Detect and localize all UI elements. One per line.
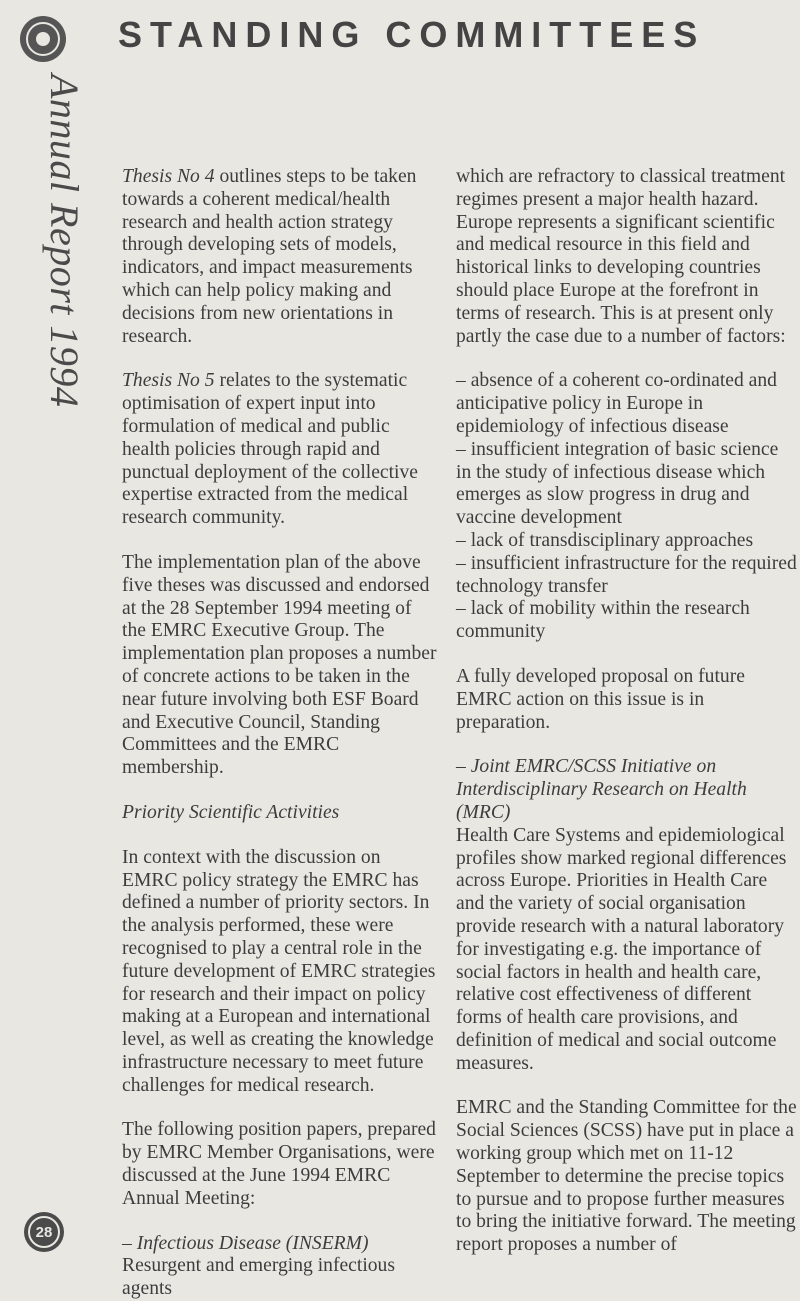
priority-paragraph: In context with the discussion on EMRC policy strategy the EMRC has defined a number of priority sectors. In the analysis performed, these were recognised to play a central role in the future development of EMRC strategies for research and their impact on policy making at a European and international level, as well as creating the knowledge infrastructure necessary to meet future challenges for medical research. — [122, 846, 436, 1096]
logo-ring — [26, 22, 60, 56]
list-item: – lack of mobility within the research community — [456, 598, 750, 643]
thesis-4-text: outlines steps to be taken towards a coherent medical/health research and health action strategy through developing sets of models, indicators, and impact measurements which can help policy making and decisions from new orientations in research. — [122, 166, 417, 347]
implementation-paragraph: The implementation plan of the above five theses was discussed and endorsed at the 28 September 1994 meeting of the EMRC Executive Group. The implementation plan proposes a number of concrete actions to be taken in the near future involving both ESF Board and Executive Council, Standing Committees and the EMRC membership. — [122, 551, 437, 779]
right-column — [456, 166, 798, 1257]
thesis-5-text: relates to the systematic optimisation of expert input into formulation of medical and public health policies through rapid and punctual deployment of the collective expertise extracted from the medical research community. — [122, 370, 418, 529]
factors-list — [456, 370, 798, 644]
list-item: – insufficient infrastructure for the required technology transfer — [456, 552, 797, 597]
position-papers-paragraph: The following position papers, prepared by EMRC Member Organisations, were discussed at the June 1994 EMRC Annual Meeting: — [122, 1119, 436, 1209]
page-header: STANDING COMMITTEES — [118, 14, 706, 55]
joint-initiative-subheading: – Joint EMRC/SCSS Initiative on Interdisciplinary Research on Health (MRC) — [456, 756, 747, 823]
working-group-paragraph: EMRC and the Standing Committee for the Social Sciences (SCSS) have put in place a working group which met on 11-12 September to determine the precise topics to pursue and to propose further measures to bring the initiative forward. The meeting report proposes a number of — [456, 1097, 797, 1256]
thesis-5-paragraph — [122, 370, 438, 530]
infectious-disease-text: Resurgent and emerging infectious agents — [122, 1255, 395, 1300]
list-item: – lack of transdisciplinary approaches — [456, 529, 754, 551]
list-item: – insufficient integration of basic science in the study of infectious disease which emerges as slow progress in drug and vaccine development — [456, 438, 779, 529]
esf-logo — [20, 16, 66, 62]
list-item: – absence of a coherent co-ordinated and anticipative policy in Europe in epidemiology of infectious disease — [456, 370, 777, 437]
thesis-4-paragraph — [122, 166, 438, 348]
infectious-disease-subheading: – Infectious Disease (INSERM) — [122, 1232, 369, 1254]
side-title: Annual Report 1994 — [42, 74, 87, 408]
refractory-paragraph: which are refractory to classical treatment regimes present a major health hazard. Europe represents a significant scientific and medical resource in this field and historical links to developing countries should place Europe at the forefront in terms of research. This is at present only partly the case due to a number of factors: — [456, 166, 786, 347]
page-number: 28 — [28, 1216, 60, 1248]
thesis-5-lead: Thesis No 5 — [122, 370, 215, 392]
logo-core — [36, 32, 50, 46]
page-number-badge — [24, 1212, 64, 1252]
section-heading: Priority Scientific Activities — [122, 801, 340, 823]
health-care-paragraph: Health Care Systems and epidemiological profiles show marked regional differences across Europe. Priorities in Health Care and the variety of social organisation provide research with a natural laboratory for investigating e.g. the importance of social factors in health and health care, relative cost effectiveness of different forms of health care provisions, and definition of medical and social outcome measures. — [456, 824, 787, 1074]
thesis-4-lead: Thesis No 4 — [122, 166, 215, 187]
left-column — [122, 166, 438, 1301]
proposal-paragraph: A fully developed proposal on future EMRC action on this issue is in preparation. — [456, 665, 745, 733]
